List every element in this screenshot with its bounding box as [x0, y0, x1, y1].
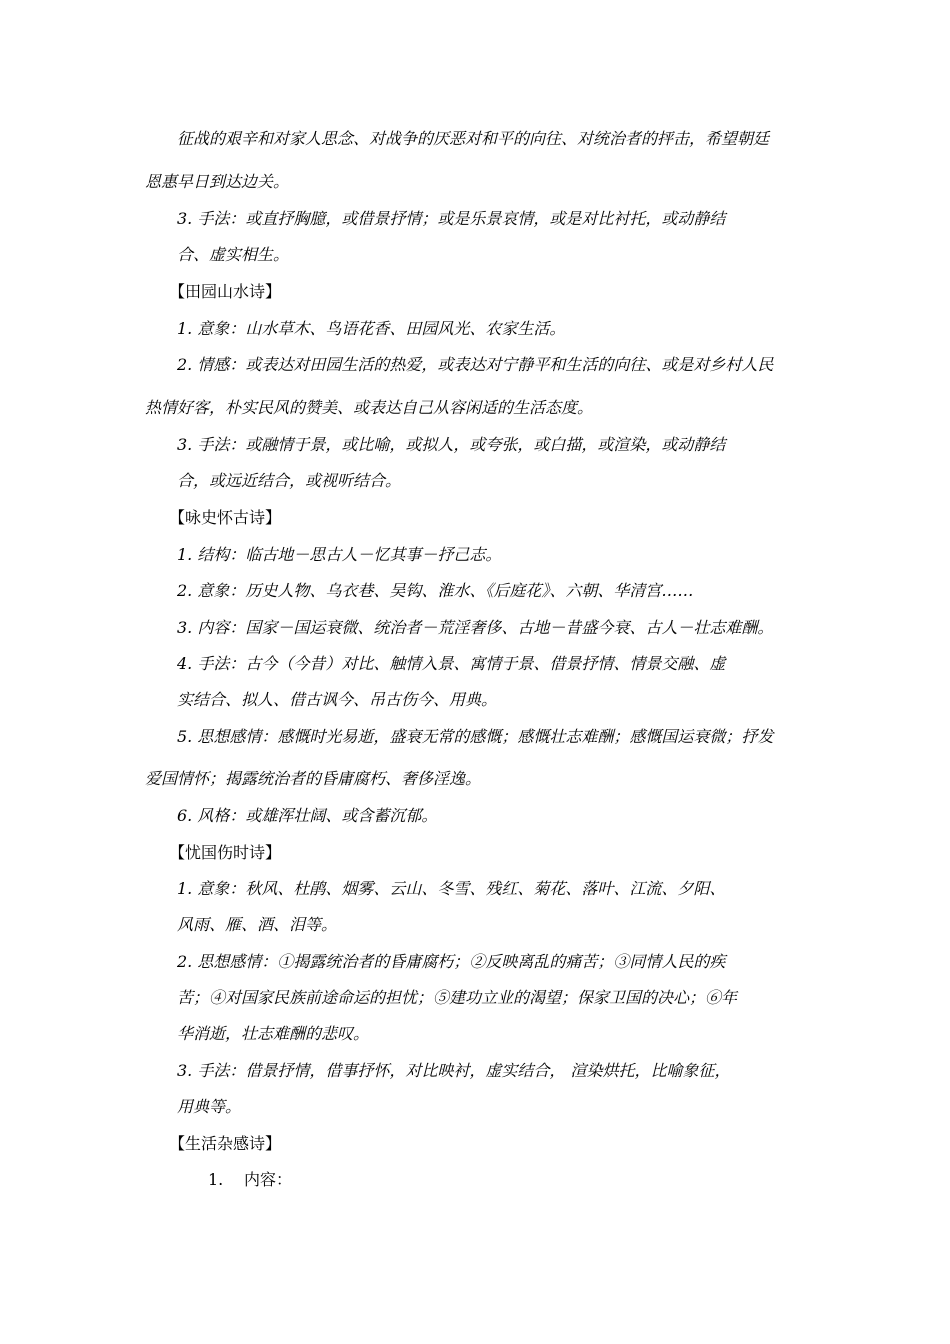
text-line: 风雨、雁、酒、泪等。 — [177, 915, 338, 934]
text-line: 3. 手法：借景抒情，借事抒怀，对比映衬，虚实结合， 渲染烘托，比喻象征， — [177, 1061, 731, 1080]
text-line: 2. 情感：或表达对田园生活的热爱，或表达对宁静平和生活的向往、或是对乡村人民 — [177, 355, 774, 374]
text-line: 3. 手法：或融情于景，或比喻，或拟人，或夸张，或白描，或渲染，或动静结 — [177, 435, 726, 454]
text-line: 合，或远近结合，或视听结合。 — [177, 471, 402, 490]
list-item-number: 1. — [208, 1170, 224, 1189]
section-heading: 【生活杂感诗】 — [169, 1134, 282, 1153]
section-heading: 【忧国伤时诗】 — [169, 843, 282, 862]
text-line: 征战的艰辛和对家人思念、对战争的厌恶对和平的向往、对统治者的抨击，希望朝廷 — [177, 129, 770, 148]
text-line: 1. 意象：秋风、杜鹃、烟雾、云山、冬雪、残红、菊花、落叶、江流、夕阳、 — [177, 879, 726, 898]
text-line: 恩惠早日到达边关。 — [145, 172, 290, 191]
section-heading: 【咏史怀古诗】 — [169, 508, 282, 527]
text-line: 爱国情怀；揭露统治者的昏庸腐朽、奢侈淫逸。 — [145, 769, 482, 788]
text-line: 1. 意象：山水草木、鸟语花香、田园风光、农家生活。 — [177, 319, 566, 338]
text-line: 1. 结构：临古地－思古人－忆其事－抒己志。 — [177, 545, 502, 564]
text-line: 3. 内容：国家－国运衰微、统治者－荒淫奢侈、古地－昔盛今衰、古人－壮志难酬。 — [177, 618, 774, 637]
text-line: 3. 手法：或直抒胸臆，或借景抒情；或是乐景哀情，或是对比衬托，或动静结 — [177, 209, 726, 228]
text-line: 合、虚实相生。 — [177, 245, 290, 264]
text-line: 苦；④对国家民族前途命运的担忧；⑤建功立业的渴望；保家卫国的决心；⑥年 — [177, 988, 738, 1007]
text-line: 2. 思想感情：①揭露统治者的昏庸腐朽；②反映离乱的痛苦；③同情人民的疾 — [177, 952, 726, 971]
text-line: 6. 风格：或雄浑壮阔、或含蓄沉郁。 — [177, 806, 438, 825]
text-line: 用典等。 — [177, 1097, 242, 1116]
text-line: 热情好客，朴实民风的赞美、或表达自己从容闲适的生活态度。 — [145, 398, 594, 417]
text-line: 5. 思想感情：感慨时光易逝，盛衰无常的感慨；感慨壮志难酬；感慨国运衰微；抒发 — [177, 727, 774, 746]
section-heading: 【田园山水诗】 — [169, 282, 282, 301]
text-line: 华消逝，壮志难酬的悲叹。 — [177, 1024, 370, 1043]
text-line: 2. 意象：历史人物、乌衣巷、吴钩、淮水、《后庭花》、六朝、华清宫…… — [177, 581, 694, 600]
text-line: 实结合、拟人、借古讽今、吊古伤今、用典。 — [177, 690, 498, 709]
list-item-text: 内容： — [244, 1170, 293, 1189]
text-line: 4. 手法：古今（今昔）对比、触情入景、寓情于景、借景抒情、情景交融、虚 — [177, 654, 726, 673]
